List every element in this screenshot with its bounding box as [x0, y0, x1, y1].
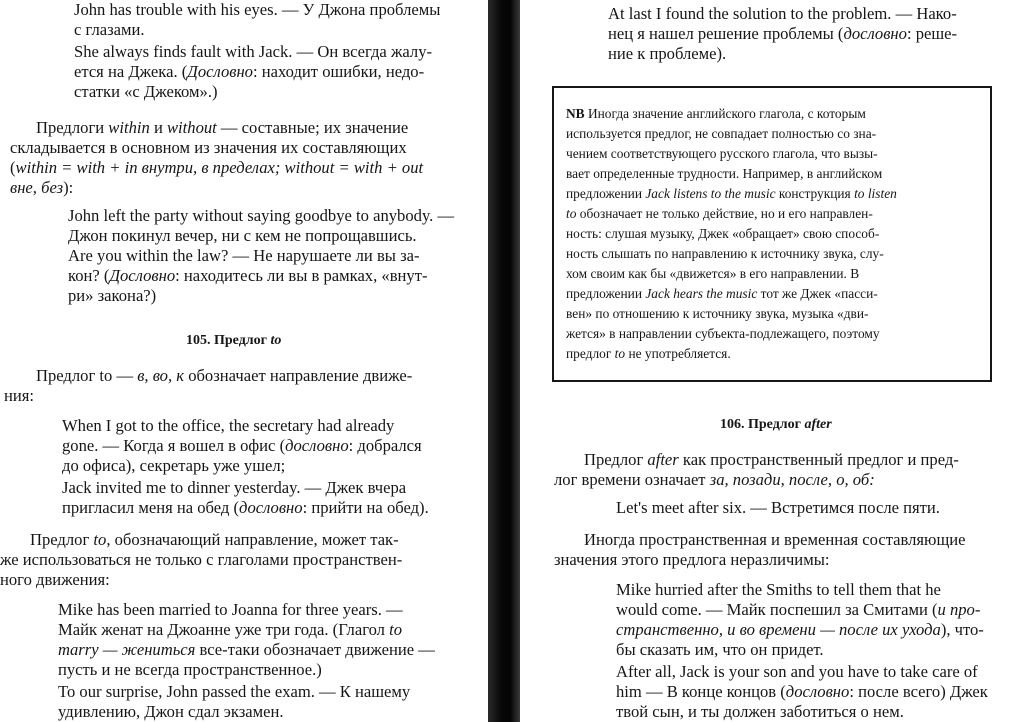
nb-line: [566, 324, 880, 344]
italic-text: в, во, к: [137, 366, 185, 385]
text-run: до офиса), секретарь уже ушел;: [62, 456, 286, 475]
text-run: him — В конце концов (: [616, 682, 786, 701]
text-line: [616, 640, 824, 660]
italic-text: Дословно: [187, 62, 253, 81]
book-gutter: [488, 0, 520, 722]
nb-line: [566, 244, 884, 264]
text-run: нец я нашел решение проблемы (: [608, 24, 844, 43]
nb-line: [566, 344, 731, 364]
text-line: [74, 42, 432, 62]
text-line: [616, 498, 940, 518]
text-line: [74, 62, 424, 82]
text-run: лог времени означает: [554, 470, 710, 489]
text-line: [62, 416, 394, 436]
text-line: [58, 620, 402, 640]
text-run: : добрался: [348, 436, 422, 455]
text-run: обозначает направление движе-: [184, 366, 413, 385]
text-line: [36, 118, 408, 138]
text-line: [554, 470, 875, 490]
nb-line: [566, 204, 873, 224]
italic-text: вне, без: [10, 178, 64, 197]
text-run: предлог: [566, 346, 615, 361]
text-run: Are you within the law? — Не нарушаете ли вы за-: [68, 246, 420, 265]
text-run: тот же Джек «пасси-: [757, 286, 878, 301]
nb-line: [566, 184, 897, 204]
text-run: и: [149, 118, 167, 137]
text-line: [62, 456, 285, 476]
text-run: : прийти на обед).: [302, 498, 429, 517]
text-run: : находитесь ли вы в рамках, «внут-: [175, 266, 428, 285]
text-run: обозначает не только действие, но и его направлен-: [576, 206, 873, 221]
italic-text: за, позади, после, о, об:: [709, 470, 875, 489]
text-run: с глазами.: [74, 20, 145, 39]
text-run: статки «с Джеком».): [74, 82, 218, 101]
text-line: [608, 24, 957, 44]
text-run: ного движения:: [0, 570, 110, 589]
text-run: Иногда значение английского глагола, с которым: [584, 106, 866, 121]
nb-line: [566, 304, 869, 324]
text-run: предложении: [566, 286, 646, 301]
text-run: конструкция: [775, 186, 855, 201]
text-run: gone. — Когда я вошел в офис (: [62, 436, 286, 455]
text-line: [74, 20, 145, 40]
text-run: : находит ошибки, недо-: [252, 62, 425, 81]
text-run: At last I found the solution to the problem. — Нако-: [608, 4, 957, 23]
text-line: [616, 682, 988, 702]
text-run: 105. Предлог: [186, 333, 271, 348]
text-run: (: [10, 158, 16, 177]
nb-line: [566, 224, 879, 244]
italic-text: to: [389, 620, 403, 639]
italic-text: странственно, и во времени — после их ухода: [616, 620, 941, 639]
text-line: [616, 600, 980, 620]
text-run: ность: слушая музыку, Джек «обращает» свою способ-: [566, 226, 880, 241]
text-run: бы сказать им, что он придет.: [616, 640, 824, 659]
nb-line: [566, 124, 876, 144]
italic-text: without: [166, 118, 217, 137]
text-line: [4, 386, 34, 406]
text-run: все-таки обозначает движение —: [195, 640, 435, 659]
text-line: [62, 478, 406, 498]
text-line: [10, 178, 73, 198]
text-line: [0, 550, 402, 570]
text-line: [36, 366, 412, 386]
italic-text: дословно: [239, 498, 303, 517]
text-run: Джон покинул вечер, ни с кем не попрощавшись.: [68, 226, 417, 245]
text-run: жется» в направлении субъекта-подлежащего, поэтому: [566, 326, 880, 341]
text-run: ность слышать по направлению к источнику звука, слу-: [566, 246, 884, 261]
italic-text: after: [647, 450, 679, 469]
text-run: Jack invited me to dinner yesterday. — Джек вчера: [62, 478, 407, 497]
italic-text: дословно: [285, 436, 349, 455]
bold-text: NB: [566, 106, 585, 121]
text-run: вает определенные трудности. Например, в английском: [566, 166, 883, 181]
nb-line: [566, 164, 882, 184]
text-line: [554, 550, 829, 570]
italic-text: Jack hears the music: [645, 286, 758, 301]
text-run: ние к проблеме).: [608, 44, 727, 63]
nb-line: [566, 284, 878, 304]
text-run: Mike has been married to Joanna for three years. —: [58, 600, 403, 619]
text-line: [0, 570, 110, 590]
text-run: She always finds fault with Jack. — Он всегда жалу-: [74, 42, 433, 61]
text-run: вен» по отношению к источнику звука, музыка «дви-: [566, 306, 869, 321]
italic-text: to listen: [854, 186, 897, 201]
text-run: как пространственный предлог и пред-: [678, 450, 959, 469]
text-line: [58, 682, 410, 702]
text-run: John has trouble with his eyes. — У Джона проблемы: [74, 0, 441, 19]
text-line: [10, 158, 423, 178]
right-page: [520, 0, 1024, 722]
nb-note-box: [552, 86, 992, 382]
italic-text: дословно: [785, 682, 850, 701]
text-run: ния:: [4, 386, 35, 405]
text-run: To our surprise, John passed the exam. — К нашему: [58, 682, 411, 701]
nb-line: [566, 144, 878, 164]
text-line: [616, 620, 984, 640]
text-run: — составные; их значение: [216, 118, 409, 137]
italic-text: to: [566, 206, 577, 221]
text-run: : реше-: [906, 24, 958, 43]
text-run: не употребляется.: [625, 346, 731, 361]
text-run: предложении: [566, 186, 646, 201]
text-run: удивлению, Джон сдал экзамен.: [58, 702, 284, 721]
text-line: [68, 266, 428, 286]
section-heading-106: [720, 416, 832, 434]
italic-text: to: [614, 346, 626, 361]
text-run: значения этого предлога неразличимы:: [554, 550, 830, 569]
italic-text: marry — жениться: [58, 640, 196, 659]
text-line: [74, 0, 440, 20]
text-run: Mike hurried after the Smiths to tell them that he: [616, 580, 941, 599]
text-run: кон? (: [68, 266, 110, 285]
text-line: [58, 702, 284, 722]
italic-text: to: [93, 530, 107, 549]
text-run: хом своим как бы «движется» в его направлении. В: [566, 266, 860, 281]
italic-text: after: [804, 417, 832, 432]
text-line: [616, 702, 904, 722]
italic-text: within = with + in внутри, в пределах; without = with + out: [15, 158, 424, 177]
text-run: ри» закона?): [68, 286, 157, 305]
text-run: Предлог: [584, 450, 648, 469]
text-line: [584, 530, 965, 550]
italic-text: и про-: [937, 600, 981, 619]
text-run: Let's meet after six. — Встретимся после пяти.: [616, 498, 940, 517]
text-run: Предлоги: [36, 118, 109, 137]
text-line: [68, 246, 420, 266]
text-line: [608, 4, 957, 24]
text-run: Майк женат на Джоанне уже три года. (Глагол: [58, 620, 390, 639]
italic-text: within: [108, 118, 150, 137]
text-run: would come. — Майк поспешил за Смитами (: [616, 600, 938, 619]
text-line: [30, 530, 399, 550]
text-line: [58, 600, 403, 620]
text-run: пригласил меня на обед (: [62, 498, 240, 517]
text-run: ется на Джека. (: [74, 62, 188, 81]
text-run: пусть и не всегда пространственное.): [58, 660, 322, 679]
text-line: [10, 138, 407, 158]
text-run: чением соответствующего русского глагола, что вызы-: [566, 146, 878, 161]
text-line: [58, 640, 435, 660]
text-run: ), что-: [940, 620, 984, 639]
text-line: [68, 286, 156, 306]
text-run: After all, Jack is your son and you have to take care of: [616, 662, 978, 681]
text-run: Предлог to —: [36, 366, 138, 385]
text-run: же использоваться не только с глаголами пространствен-: [0, 550, 403, 569]
text-run: John left the party without saying goodbye to anybody. —: [68, 206, 455, 225]
text-line: [584, 450, 959, 470]
text-run: Иногда пространственная и временная составляющие: [584, 530, 966, 549]
left-page: [0, 0, 488, 722]
italic-text: to: [270, 333, 282, 348]
text-run: Предлог: [30, 530, 94, 549]
text-line: [58, 660, 322, 680]
text-line: [608, 44, 726, 64]
section-heading-105: [186, 332, 281, 350]
text-run: : после всего) Джек: [849, 682, 988, 701]
text-line: [62, 498, 429, 518]
text-line: [68, 226, 417, 246]
italic-text: Дословно: [109, 266, 176, 285]
text-run: складывается в основном из значения их составляющих: [10, 138, 407, 157]
text-line: [68, 206, 454, 226]
text-run: ):: [63, 178, 74, 197]
text-run: используется предлог, не совпадает полностью со зна-: [566, 126, 877, 141]
text-run: , обозначающий направление, может так-: [106, 530, 399, 549]
text-line: [616, 580, 941, 600]
italic-text: дословно: [843, 24, 907, 43]
text-line: [62, 436, 422, 456]
text-run: 106. Предлог: [720, 417, 805, 432]
nb-line: [566, 104, 866, 124]
text-line: [74, 82, 218, 102]
nb-line: [566, 264, 859, 284]
italic-text: Jack listens to the music: [645, 186, 776, 201]
text-line: [616, 662, 978, 682]
text-run: твой сын, и ты должен заботиться о нем.: [616, 702, 904, 721]
text-run: When I got to the office, the secretary had already: [62, 416, 395, 435]
